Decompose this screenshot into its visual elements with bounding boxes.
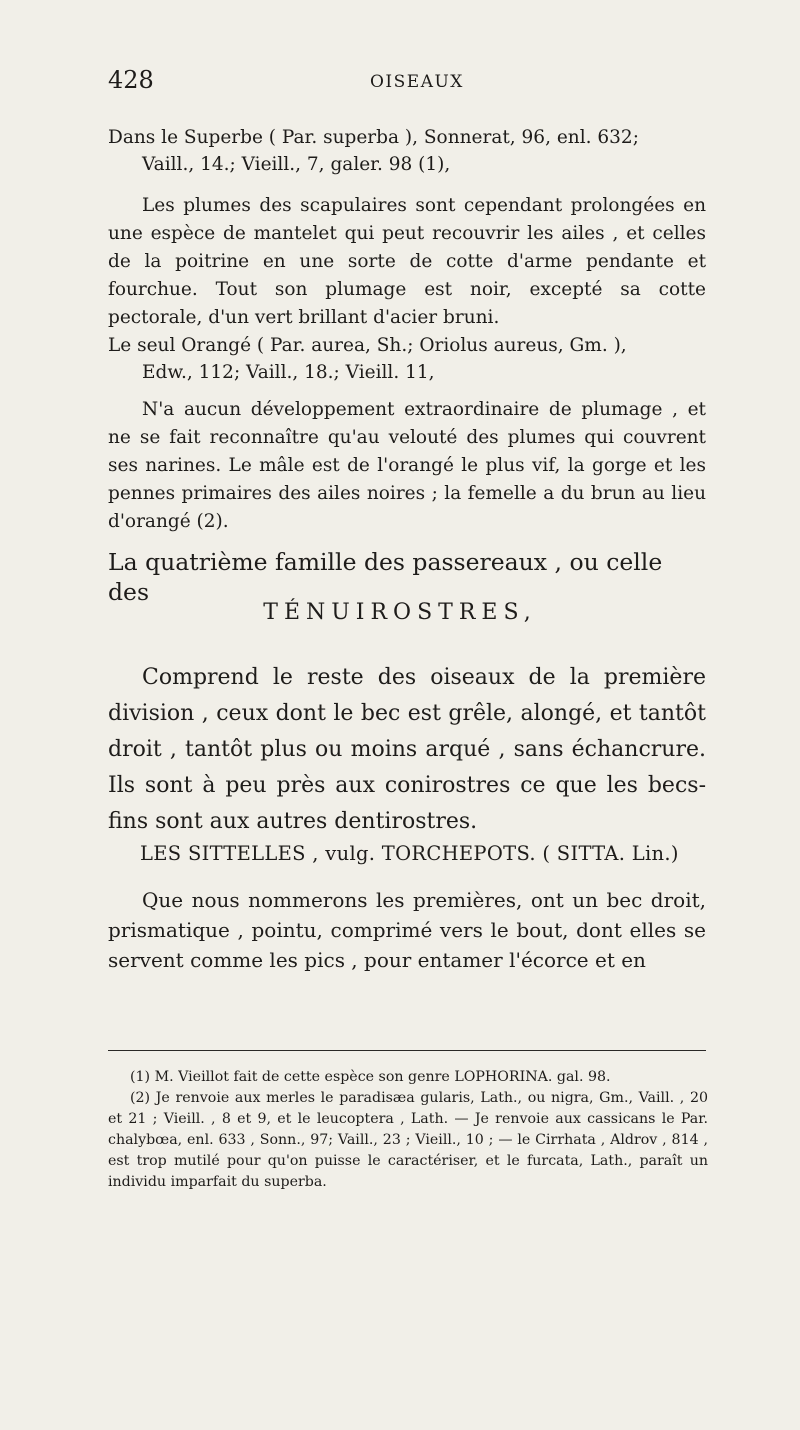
entry-superbe-line2: Vaill., 14.; Vieill., 7, galer. 98 (1), bbox=[142, 154, 451, 175]
footnote-divider bbox=[108, 1050, 706, 1051]
page-header bbox=[108, 66, 698, 96]
genus-description bbox=[108, 885, 706, 975]
page-number: 428 bbox=[108, 66, 154, 94]
footnote-2: (2) Je renvoie aux merles le paradisæa gularis, Lath., ou nigra, Gm., Vaill. , 20 et 21 ; Vieill. , 8 et 9, et le leucoptera , Lath. — Je renvoie aux cassicans le Par. chalybœa, enl. 633 , Sonn., 97; Vaill., 23 ; Vieill., 10 ; — le Cirrhata , Aldrov , 814 , est trop mutilé pour qu'on puisse le caractériser, et le furcata, Lath., paraît un individu imparfait du superba. bbox=[108, 1090, 708, 1190]
entry-orange bbox=[108, 332, 706, 386]
running-title: OISEAUX bbox=[370, 72, 464, 92]
paragraph-superbe-text: Les plumes des scapulaires sont cependant prolongées en une espèce de mantelet qui peut recouvrir les ailes , et celles de la poitrine en une sorte de cotte d'arme pendante et fourchue. Tout son plumage est noir, excepté sa cotte pectorale, d'un vert brillant d'acier bruni. bbox=[108, 195, 706, 328]
genus-description-text: Que nous nommerons les premières, ont un bec droit, prismatique , pointu, comprimé vers le bout, dont elles se servent comme les pics , pour entamer l'écorce et en bbox=[108, 888, 706, 972]
family-name: TÉNUIROSTRES, bbox=[263, 600, 537, 625]
paragraph-orange bbox=[108, 396, 706, 536]
family-description-text: Comprend le reste des oiseaux de la première division , ceux dont le bec est grêle, alongé, et tantôt droit , tantôt plus ou moins arqué , sans échancrure. Ils sont à peu près aux conirostres ce que les becs-fins sont aux autres dentirostres. bbox=[108, 665, 706, 834]
family-description bbox=[108, 660, 706, 840]
genus-heading: LES SITTELLES , vulg. TORCHEPOTS. ( SITTA. Lin.) bbox=[140, 842, 679, 865]
family-title: La quatrième famille des passereaux , ou celle des bbox=[108, 548, 663, 606]
entry-orange-line2: Edw., 112; Vaill., 18.; Vieill. 11, bbox=[142, 362, 435, 383]
footnotes bbox=[108, 1067, 708, 1193]
footnote-1: (1) M. Vieillot fait de cette espèce son genre LOPHORINA. gal. 98. bbox=[130, 1069, 611, 1085]
entry-superbe bbox=[108, 124, 706, 178]
entry-orange-line1: Le seul Orangé ( Par. aurea, Sh.; Oriolus aureus, Gm. ), bbox=[108, 335, 627, 356]
entry-superbe-line1: Dans le Superbe ( Par. superba ), Sonnerat, 96, enl. 632; bbox=[108, 127, 639, 148]
paragraph-orange-text: N'a aucun développement extraordinaire de plumage , et ne se fait reconnaître qu'au velouté des plumes qui couvrent ses narines. Le mâle est de l'orangé le plus vif, la gorge et les pennes primaires des ailes noires ; la femelle a du brun au lieu d'orangé (2). bbox=[108, 399, 706, 532]
paragraph-superbe bbox=[108, 192, 706, 332]
